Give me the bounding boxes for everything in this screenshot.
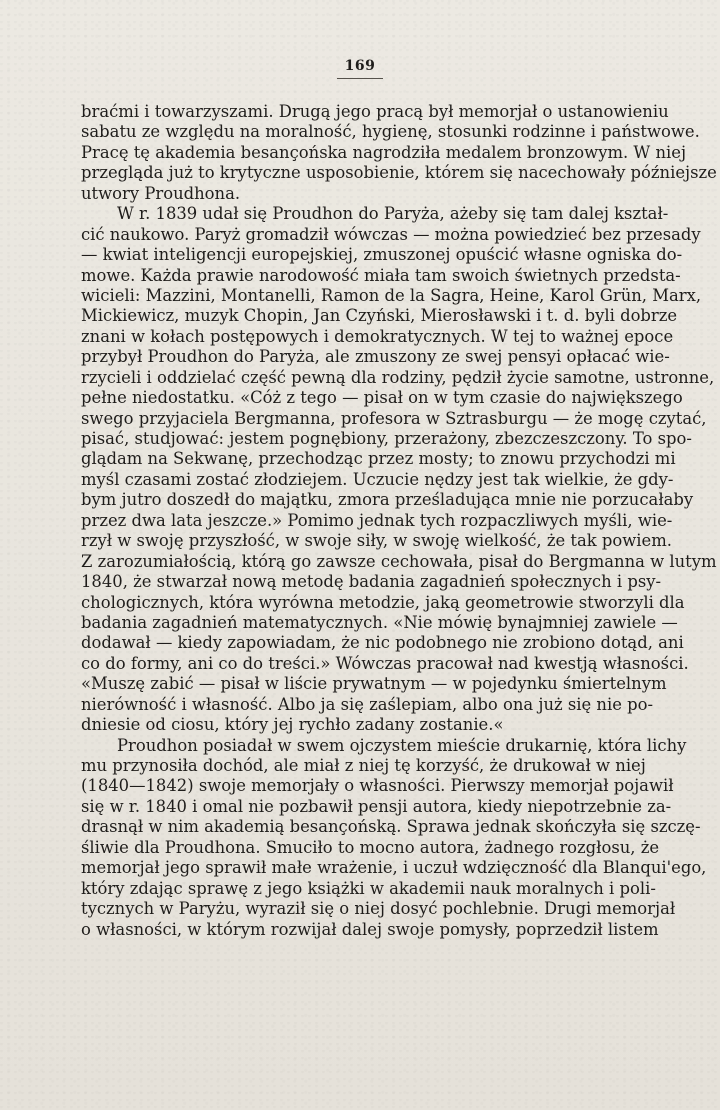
text-line: (1840—1842) swoje memorjały o własności. Pierwszy memorjał pojawił xyxy=(81,776,674,796)
body-text xyxy=(81,102,717,940)
text-line: mu przynosiła dochód, ale miał z niej tę korzyść, że drukował w niej xyxy=(81,756,646,775)
text-line: swego przyjaciela Bergmanna, profesora w Sztrasburgu — że mogę czytać, xyxy=(81,408,707,428)
text-line: braćmi i towarzyszami. Drugą jego pracą był memorjał o ustanowieniu xyxy=(81,102,669,121)
text-line: pisać, studjować: jestem pognębiony, przerażony, zbezczeszczony. To spo- xyxy=(81,429,692,448)
text-line: Mickiewicz, muzyk Chopin, Jan Czyński, Mierosławski i t. d. byli dobrze xyxy=(81,306,678,326)
text-line: W r. 1839 udał się Proudhon do Paryża, ażeby się tam dalej kształ- xyxy=(117,204,669,224)
text-line: chologicznych, która wyrówna metodzie, jaką geometrowie stworzyli dla xyxy=(81,592,685,612)
text-line: bym jutro doszedł do majątku, zmora prześladująca mnie nie porzucałaby xyxy=(81,490,694,510)
text-line: pełne niedostatku. «Cóż z tego — pisał on w tym czasie do największego xyxy=(81,388,683,408)
text-line: przez dwa lata jeszcze.» Pomimo jednak tych rozpaczliwych myśli, wie- xyxy=(81,510,673,530)
text-line: cić naukowo. Paryż gromadził wówczas — można powiedzieć bez przesady xyxy=(81,224,701,244)
text-line: utwory Proudhona. xyxy=(81,183,241,203)
text-line: drasnął w nim akademią besançońską. Sprawa jednak skończyła się szczę- xyxy=(81,817,701,837)
page-number: 169 xyxy=(0,58,720,79)
text-line: o własności, w którym rozwijał dalej swoje pomysły, poprzedził listem xyxy=(81,919,659,939)
text-line: «Muszę zabić — pisał w liście prywatnym — w pojedynku śmiertelnym xyxy=(81,674,667,694)
text-line: wicieli: Mazzini, Montanelli, Ramon de la Sagra, Heine, Karol Grün, Marx, xyxy=(81,285,702,305)
text-line: przybył Proudhon do Paryża, ale zmuszony ze swej pensyi opłacać wie- xyxy=(81,347,670,367)
text-line: rzył w swoję przyszłość, w swoje siły, w swoję wielkość, że tak powiem. xyxy=(81,531,672,551)
text-line: przegląda już to krytyczne usposobienie, którem się nacechowały późniejsze xyxy=(81,163,717,183)
text-line: się w r. 1840 i omal nie pozbawił pensji autora, kiedy niepotrzebnie za- xyxy=(81,796,672,816)
text-line: co do formy, ani co do treści.» Wówczas pracował nad kwestją własności. xyxy=(81,653,689,673)
text-line: znani w kołach postępowych i demokratycznych. W tej to ważnej epoce xyxy=(81,326,674,346)
text-line: sabatu ze względu na moralność, hygienę, stosunki rodzinne i państwowe. xyxy=(81,122,700,142)
text-line: 1840, że stwarzał nową metodę badania zagadnień społecznych i psy- xyxy=(81,572,662,592)
text-line: — kwiat inteligencji europejskiej, zmuszonej opuścić własne ogniska do- xyxy=(81,245,683,265)
text-line: nierówność i własność. Albo ja się zaślepiam, albo ona już się nie po- xyxy=(81,694,654,714)
text-line: tycznych w Paryżu, wyraził się o niej dosyć pochlebnie. Drugi memorjał xyxy=(81,899,676,919)
text-line: Proudhon posiadał w swem ojczystem mieście drukarnię, która lichy xyxy=(117,735,687,755)
text-line: memorjał jego sprawił małe wrażenie, i uczuł wdzięczność dla Blanqui'ego, xyxy=(81,858,707,878)
text-line: Z zarozumiałością, którą go zawsze cechowała, pisał do Bergmanna w lutym xyxy=(81,551,717,571)
text-line: dniesie od ciosu, który jej rychło zadany zostanie.« xyxy=(81,715,504,735)
text-line: Pracę tę akademia besançońska nagrodziła medalem bronzowym. W niej xyxy=(81,142,687,162)
text-line: dodawał — kiedy zapowiadam, że nic podobnego nie zrobiono dotąd, ani xyxy=(81,633,684,653)
text-line: rzycieli i oddzielać część pewną dla rodziny, pędził życie samotne, ustronne, xyxy=(81,367,715,387)
text-line: glądam na Sekwanę, przechodząc przez mosty; to znowu przychodzi mi xyxy=(81,449,676,469)
text-line: który zdając sprawę z jego książki w akademii nauk moralnych i poli- xyxy=(81,878,656,898)
text-line: badania zagadnień matematycznych. «Nie mówię bynajmniej zawiele — xyxy=(81,612,678,632)
text-line: mowe. Każda prawie narodowość miała tam swoich świetnych przedsta- xyxy=(81,265,681,285)
text-line: myśl czasami zostać złodziejem. Uczucie nędzy jest tak wielkie, że gdy- xyxy=(81,469,674,489)
text-line: śliwie dla Proudhona. Smuciło to mocno autora, żadnego rozgłosu, że xyxy=(81,837,660,857)
